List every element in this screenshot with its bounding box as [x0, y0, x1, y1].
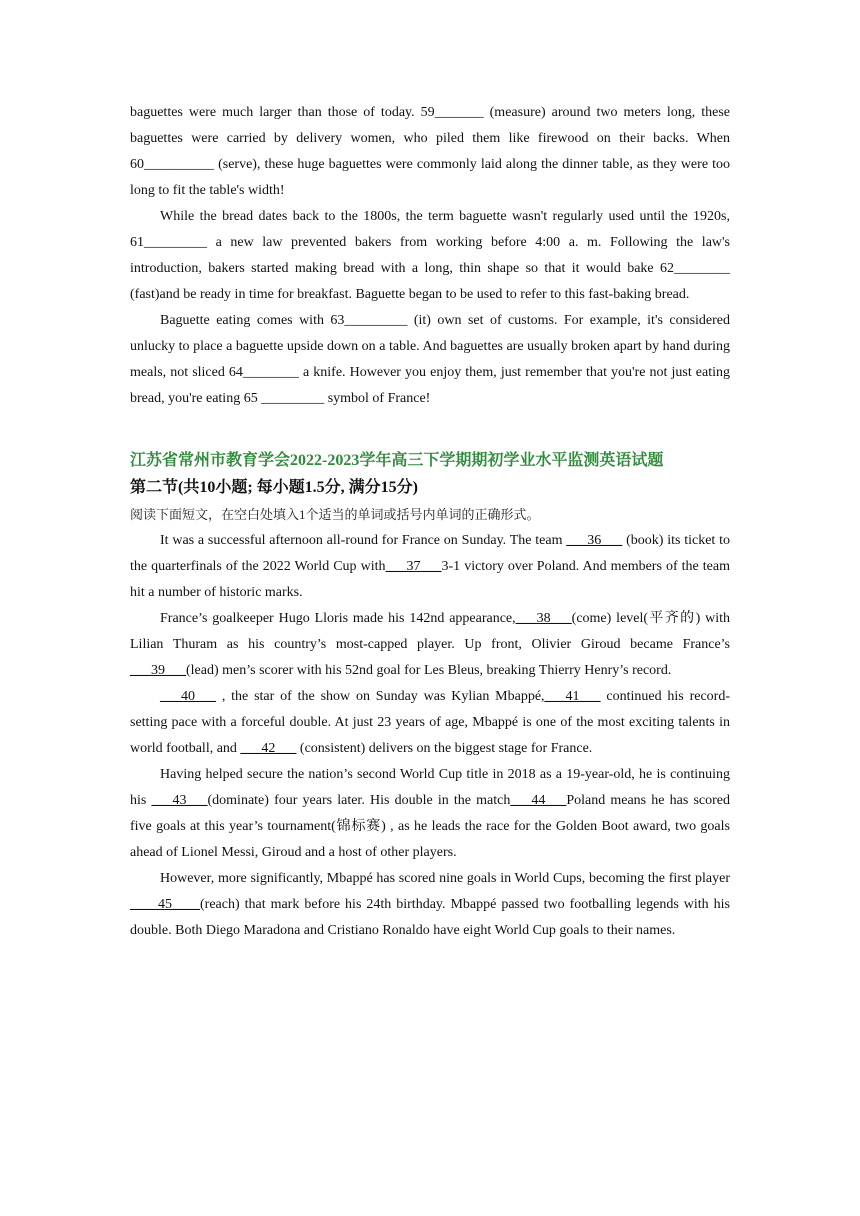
blank-36: ___36___ [566, 533, 623, 548]
blank-38: ___38___ [515, 611, 572, 626]
section-title: 江苏省常州市教育学会2022-2023学年高三下学期期初学业水平监测英语试题 [130, 452, 664, 469]
paragraph-baguette-2: While the bread dates back to the 1800s, the term baguette wasn't regularly used until the 1920s, 61_________ a new law prevented bakers from working before 4:00 a. m. Following the law's introduction, bakers started making bread with a long, thin shape so that it would bake 62________ (fast)and be ready in time for breakfast. Baguette began to be used to refer to this fast-baking bread. [130, 209, 730, 302]
text-run: France’s goalkeeper Hugo Lloris made his 142nd appearance, [160, 611, 516, 626]
text-run: However, more significantly, Mbappé has scored nine goals in World Cups, becoming the first player [160, 871, 730, 886]
text-run: (reach) that mark before his 24th birthday. Mbappé passed two footballing legends with his double. Both Diego Maradona and Cristiano Ronaldo have eight World Cup goals to their names. [130, 897, 730, 938]
text-run: It was a successful afternoon all-round for France on Sunday. The team [160, 533, 567, 548]
text-run: Poland means he has scored five goals at this year’s tournament(锦标赛) , as he leads the race for the Golden Boot award, two goals ahead of Lionel Messi, Giroud and a host of other players. [130, 793, 730, 860]
instruction-text: 阅读下面短文，在空白处填入1个适当的单词或括号内单词的正确形式。 [130, 507, 540, 522]
paragraph-france-2 [130, 606, 730, 684]
text-run: continued his record-setting pace with a forceful double. At just 23 years of age, Mbappé is one of the most exciting talents in world football, and [130, 689, 730, 756]
paragraph-baguette-1: baguettes were much larger than those of today. 59_______ (measure) around two meters long, these baguettes were carried by delivery women, who piled them like firewood on their backs. When 60__________ (serve), these huge baguettes were commonly laid along the dinner table, as they were too long to fit the table's width! [130, 105, 730, 198]
blank-41: ___41___ [544, 689, 601, 704]
blank-37: ___37___ [385, 559, 442, 574]
paragraph-france-5 [130, 866, 730, 944]
text-run: Having helped secure the nation’s second World Cup title in 2018 as a 19-year-old, he is continuing his [130, 767, 730, 808]
blank-42: ___42___ [240, 741, 297, 756]
text-run: (book) its ticket to the quarterfinals of the 2022 World Cup with [130, 533, 730, 574]
text-run: , the star of the show on Sunday was Kylian Mbappé, [216, 689, 545, 704]
section-subtitle: 第二节(共10小题; 每小题1.5分, 满分15分) [130, 479, 418, 496]
paragraph-france-3 [130, 684, 730, 762]
text-run: (dominate) four years later. His double in the match [207, 793, 511, 808]
blank-44: ___44___ [510, 793, 567, 808]
text-run: (lead) men’s scorer with his 52nd goal for Les Bleus, breaking Thierry Henry’s record. [186, 663, 672, 678]
paragraph-france-4 [130, 762, 730, 866]
blank-40: ___40___ [160, 689, 216, 704]
paragraph-baguette-3: Baguette eating comes with 63_________ (it) own set of customs. For example, it's considered unlucky to place a baguette upside down on a table. And baguettes are usually broken apart by hand during meals, not sliced 64________ a knife. However you enjoy them, just remember that you're not just eating bread, you're eating 65 _________ symbol of France! [130, 313, 730, 406]
blank-45: ____45____ [130, 897, 200, 912]
blank-39: ___39___ [130, 663, 186, 678]
document-page [130, 100, 730, 944]
paragraph-france-1 [130, 528, 730, 606]
text-run: 3-1 victory over Poland. And members of the team hit a number of historic marks. [130, 559, 731, 600]
text-run: (come) level(平齐的) with Lilian Thuram as his country’s most-capped player. Up front, Olivier Giroud became France’s [130, 611, 730, 652]
blank-43: ___43___ [151, 793, 208, 808]
text-run: (consistent) delivers on the biggest stage for France. [296, 741, 593, 756]
